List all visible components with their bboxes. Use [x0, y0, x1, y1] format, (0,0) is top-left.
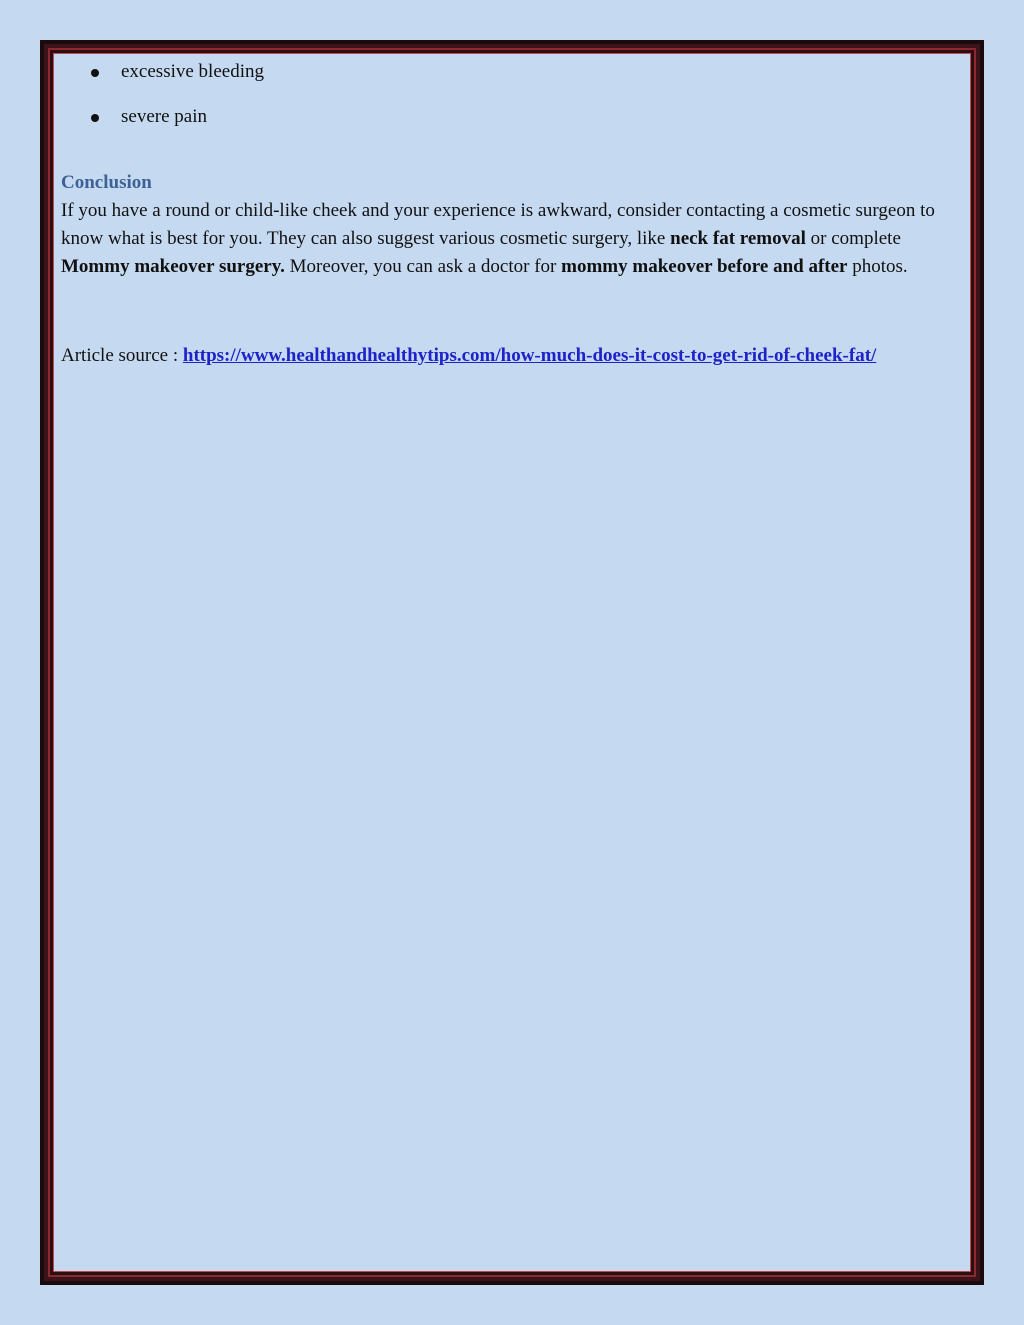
list-item	[61, 103, 966, 131]
list-item-text: excessive bleeding	[121, 61, 264, 82]
bullet-dot-icon	[91, 69, 99, 77]
mommy-makeover-before-after-text: mommy makeover before and after	[561, 256, 848, 277]
bullet-list	[61, 58, 966, 131]
list-item	[61, 58, 966, 86]
page-content	[61, 58, 966, 370]
article-source-link[interactable]: https://www.healthandhealthytips.com/how-much-does-it-cost-to-get-rid-of-cheek-fat/	[182, 345, 877, 366]
neck-fat-removal-text: neck fat removal	[670, 228, 806, 249]
conclusion-paragraph: If you have a round or child-like cheek and your experience is awkward, consider contacting a cosmetic surgeon to know what is best for you. They can also suggest various cosmetic surgery, like neck fat removal or complete Mommy makeover surgery. Moreover, you can ask a doctor for mommy makeover before and after photos.	[61, 200, 935, 277]
conclusion-heading: Conclusion	[61, 172, 152, 193]
article-source-label: Article source :	[61, 345, 183, 366]
bullet-dot-icon	[91, 114, 99, 122]
list-item-text: severe pain	[121, 106, 207, 127]
mommy-makeover-surgery-text: Mommy makeover surgery.	[61, 256, 285, 277]
article-source	[61, 342, 966, 370]
